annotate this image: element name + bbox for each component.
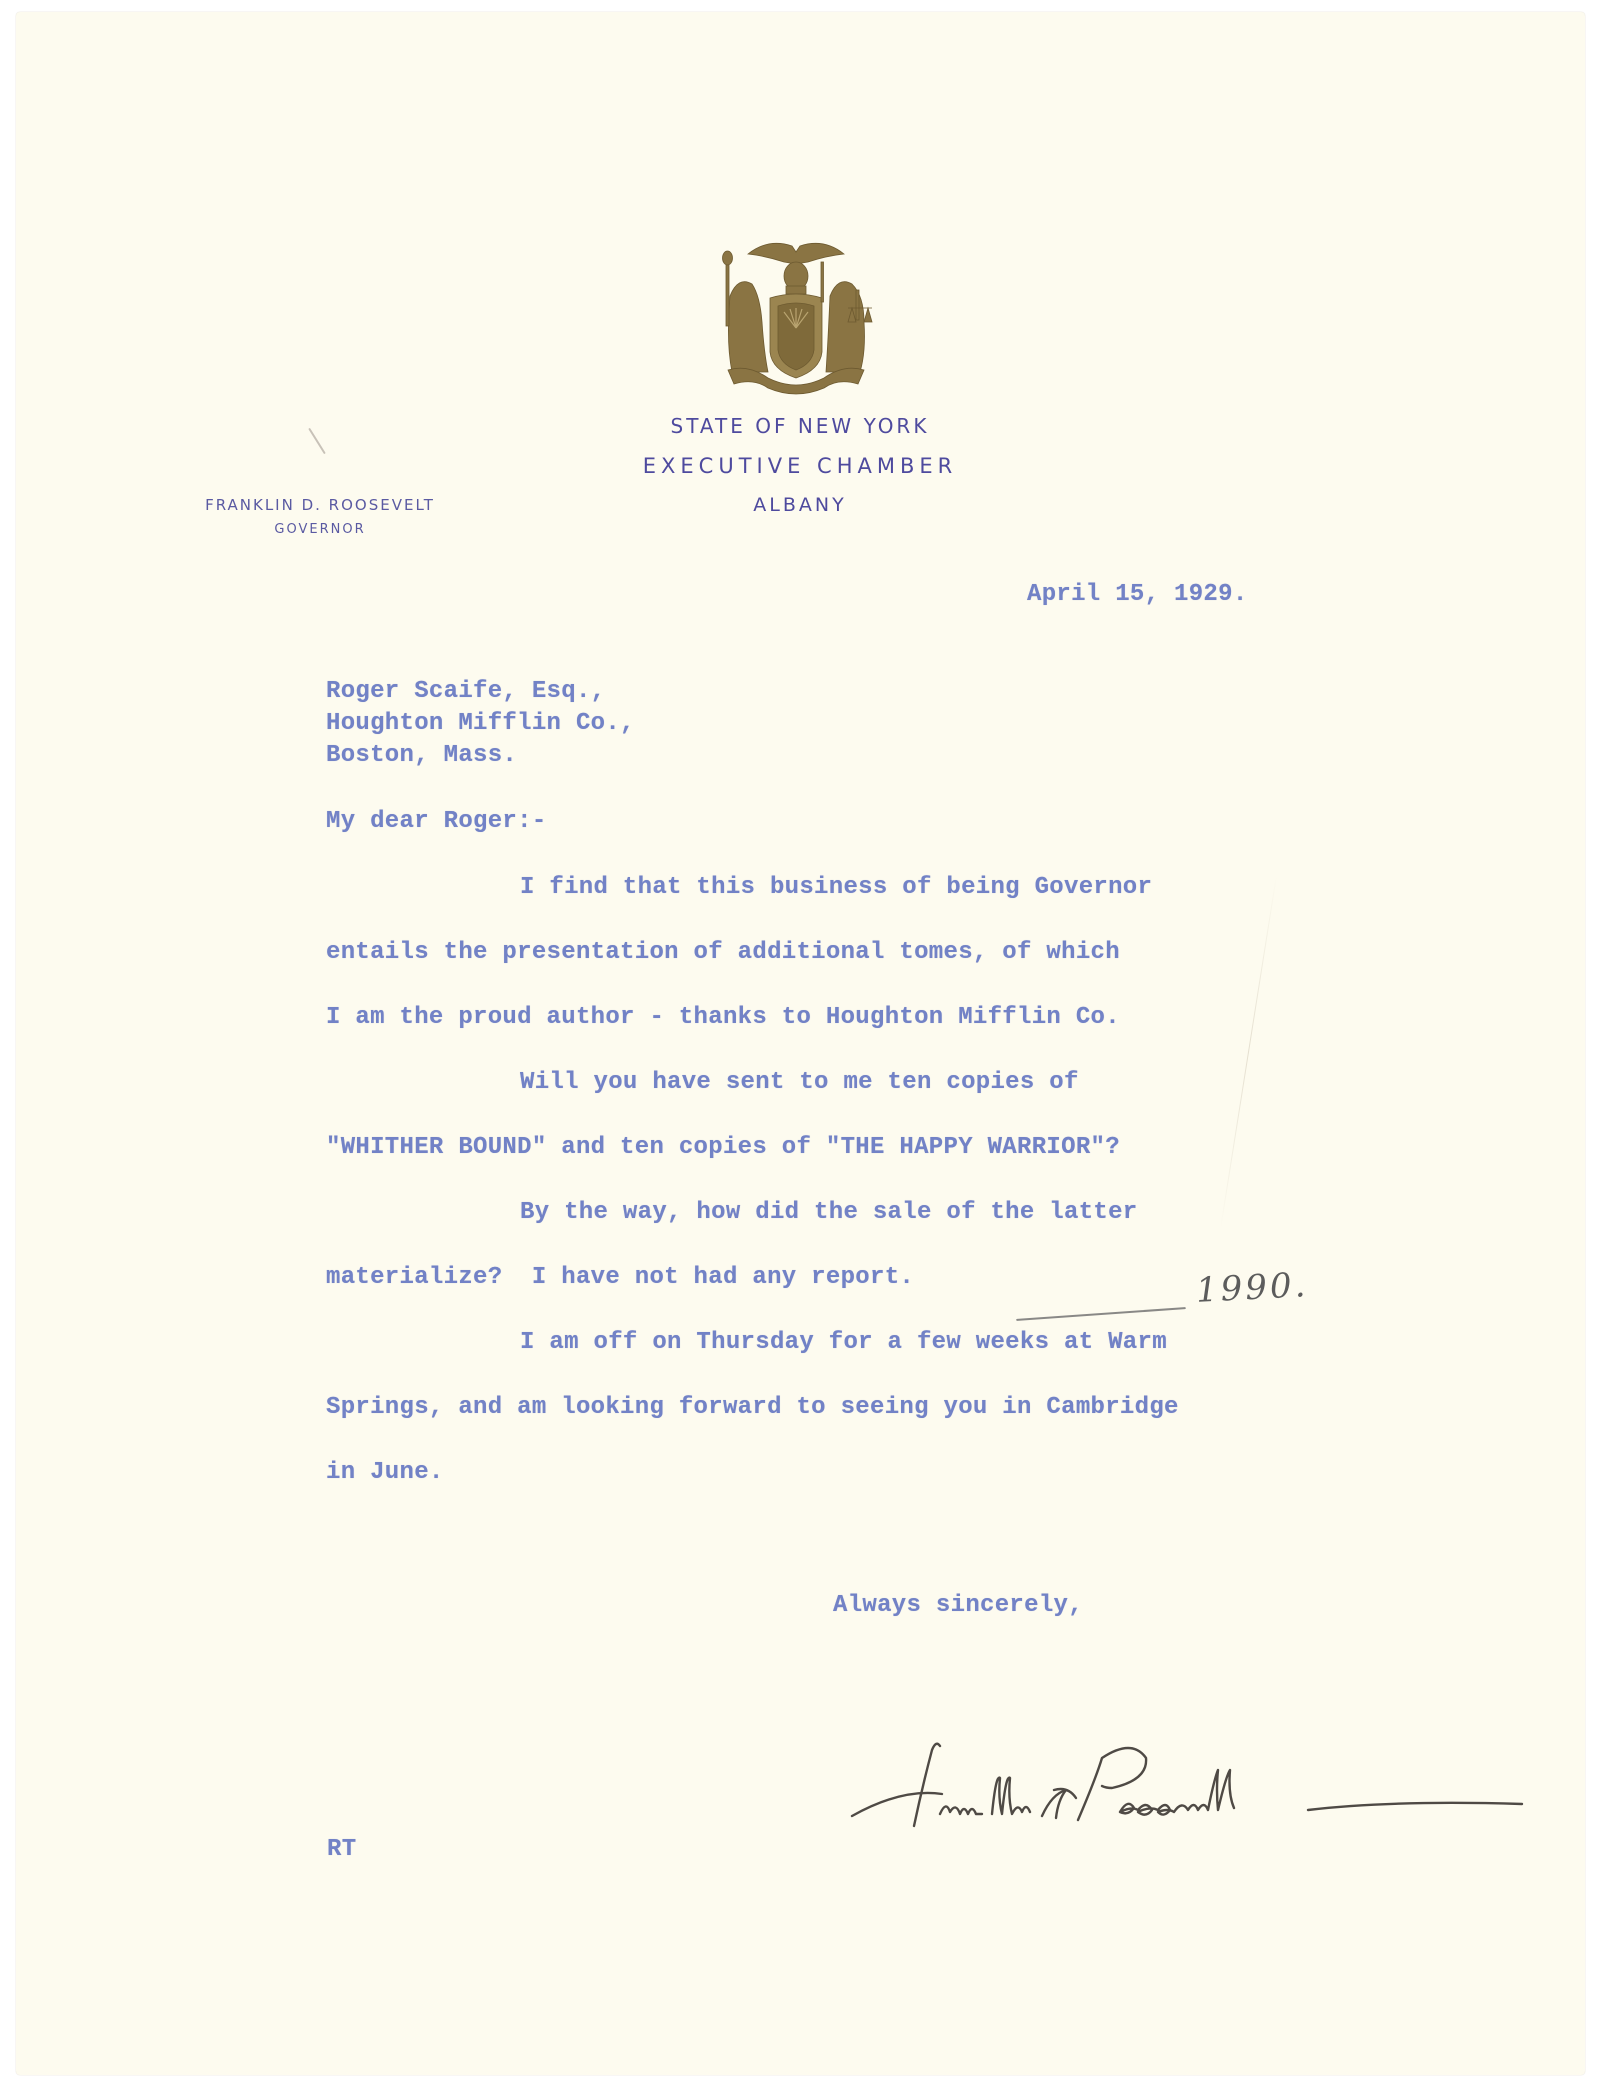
handwritten-note: 1990. — [1195, 1265, 1310, 1311]
letterhead-chamber: EXECUTIVE CHAMBER — [642, 454, 958, 478]
recipient-line: Roger Scaife, Esq., — [326, 678, 606, 705]
signature — [832, 1728, 1532, 1838]
stray-mark — [308, 428, 326, 455]
recipient-line: Houghton Mifflin Co., — [326, 710, 635, 737]
body-line: I am off on Thursday for a few weeks at Warm — [520, 1329, 1167, 1356]
paper-crease — [1220, 874, 1277, 1230]
body-line: Will you have sent to me ten copies of — [520, 1069, 1079, 1096]
typist-initials: RT — [327, 1836, 357, 1863]
recipient-line: Boston, Mass. — [326, 742, 518, 769]
letter-date: April 15, 1929. — [1027, 581, 1248, 608]
body-line: "WHITHER BOUND" and ten copies of "THE HAPPY WARRIOR"? — [326, 1134, 1120, 1161]
closing: Always sincerely, — [833, 1592, 1083, 1619]
letterhead-sender-name: FRANKLIN D. ROOSEVELT — [205, 496, 435, 514]
letterhead-state: STATE OF NEW YORK — [670, 414, 930, 438]
body-line: By the way, how did the sale of the latter — [520, 1199, 1138, 1226]
body-line: materialize? I have not had any report. — [326, 1264, 915, 1291]
body-line: entails the presentation of additional tomes, of which — [326, 939, 1120, 966]
body-line: in June. — [326, 1459, 444, 1486]
body-line: I am the proud author - thanks to Houghton Mifflin Co. — [326, 1004, 1120, 1031]
letterhead-sender-title: GOVERNOR — [274, 522, 366, 537]
letterhead-city: ALBANY — [753, 494, 847, 516]
state-seal-icon — [708, 232, 884, 398]
body-line: I find that this business of being Governor — [520, 874, 1153, 901]
body-line: Springs, and am looking forward to seeing you in Cambridge — [326, 1394, 1179, 1421]
salutation: My dear Roger:- — [326, 808, 547, 835]
